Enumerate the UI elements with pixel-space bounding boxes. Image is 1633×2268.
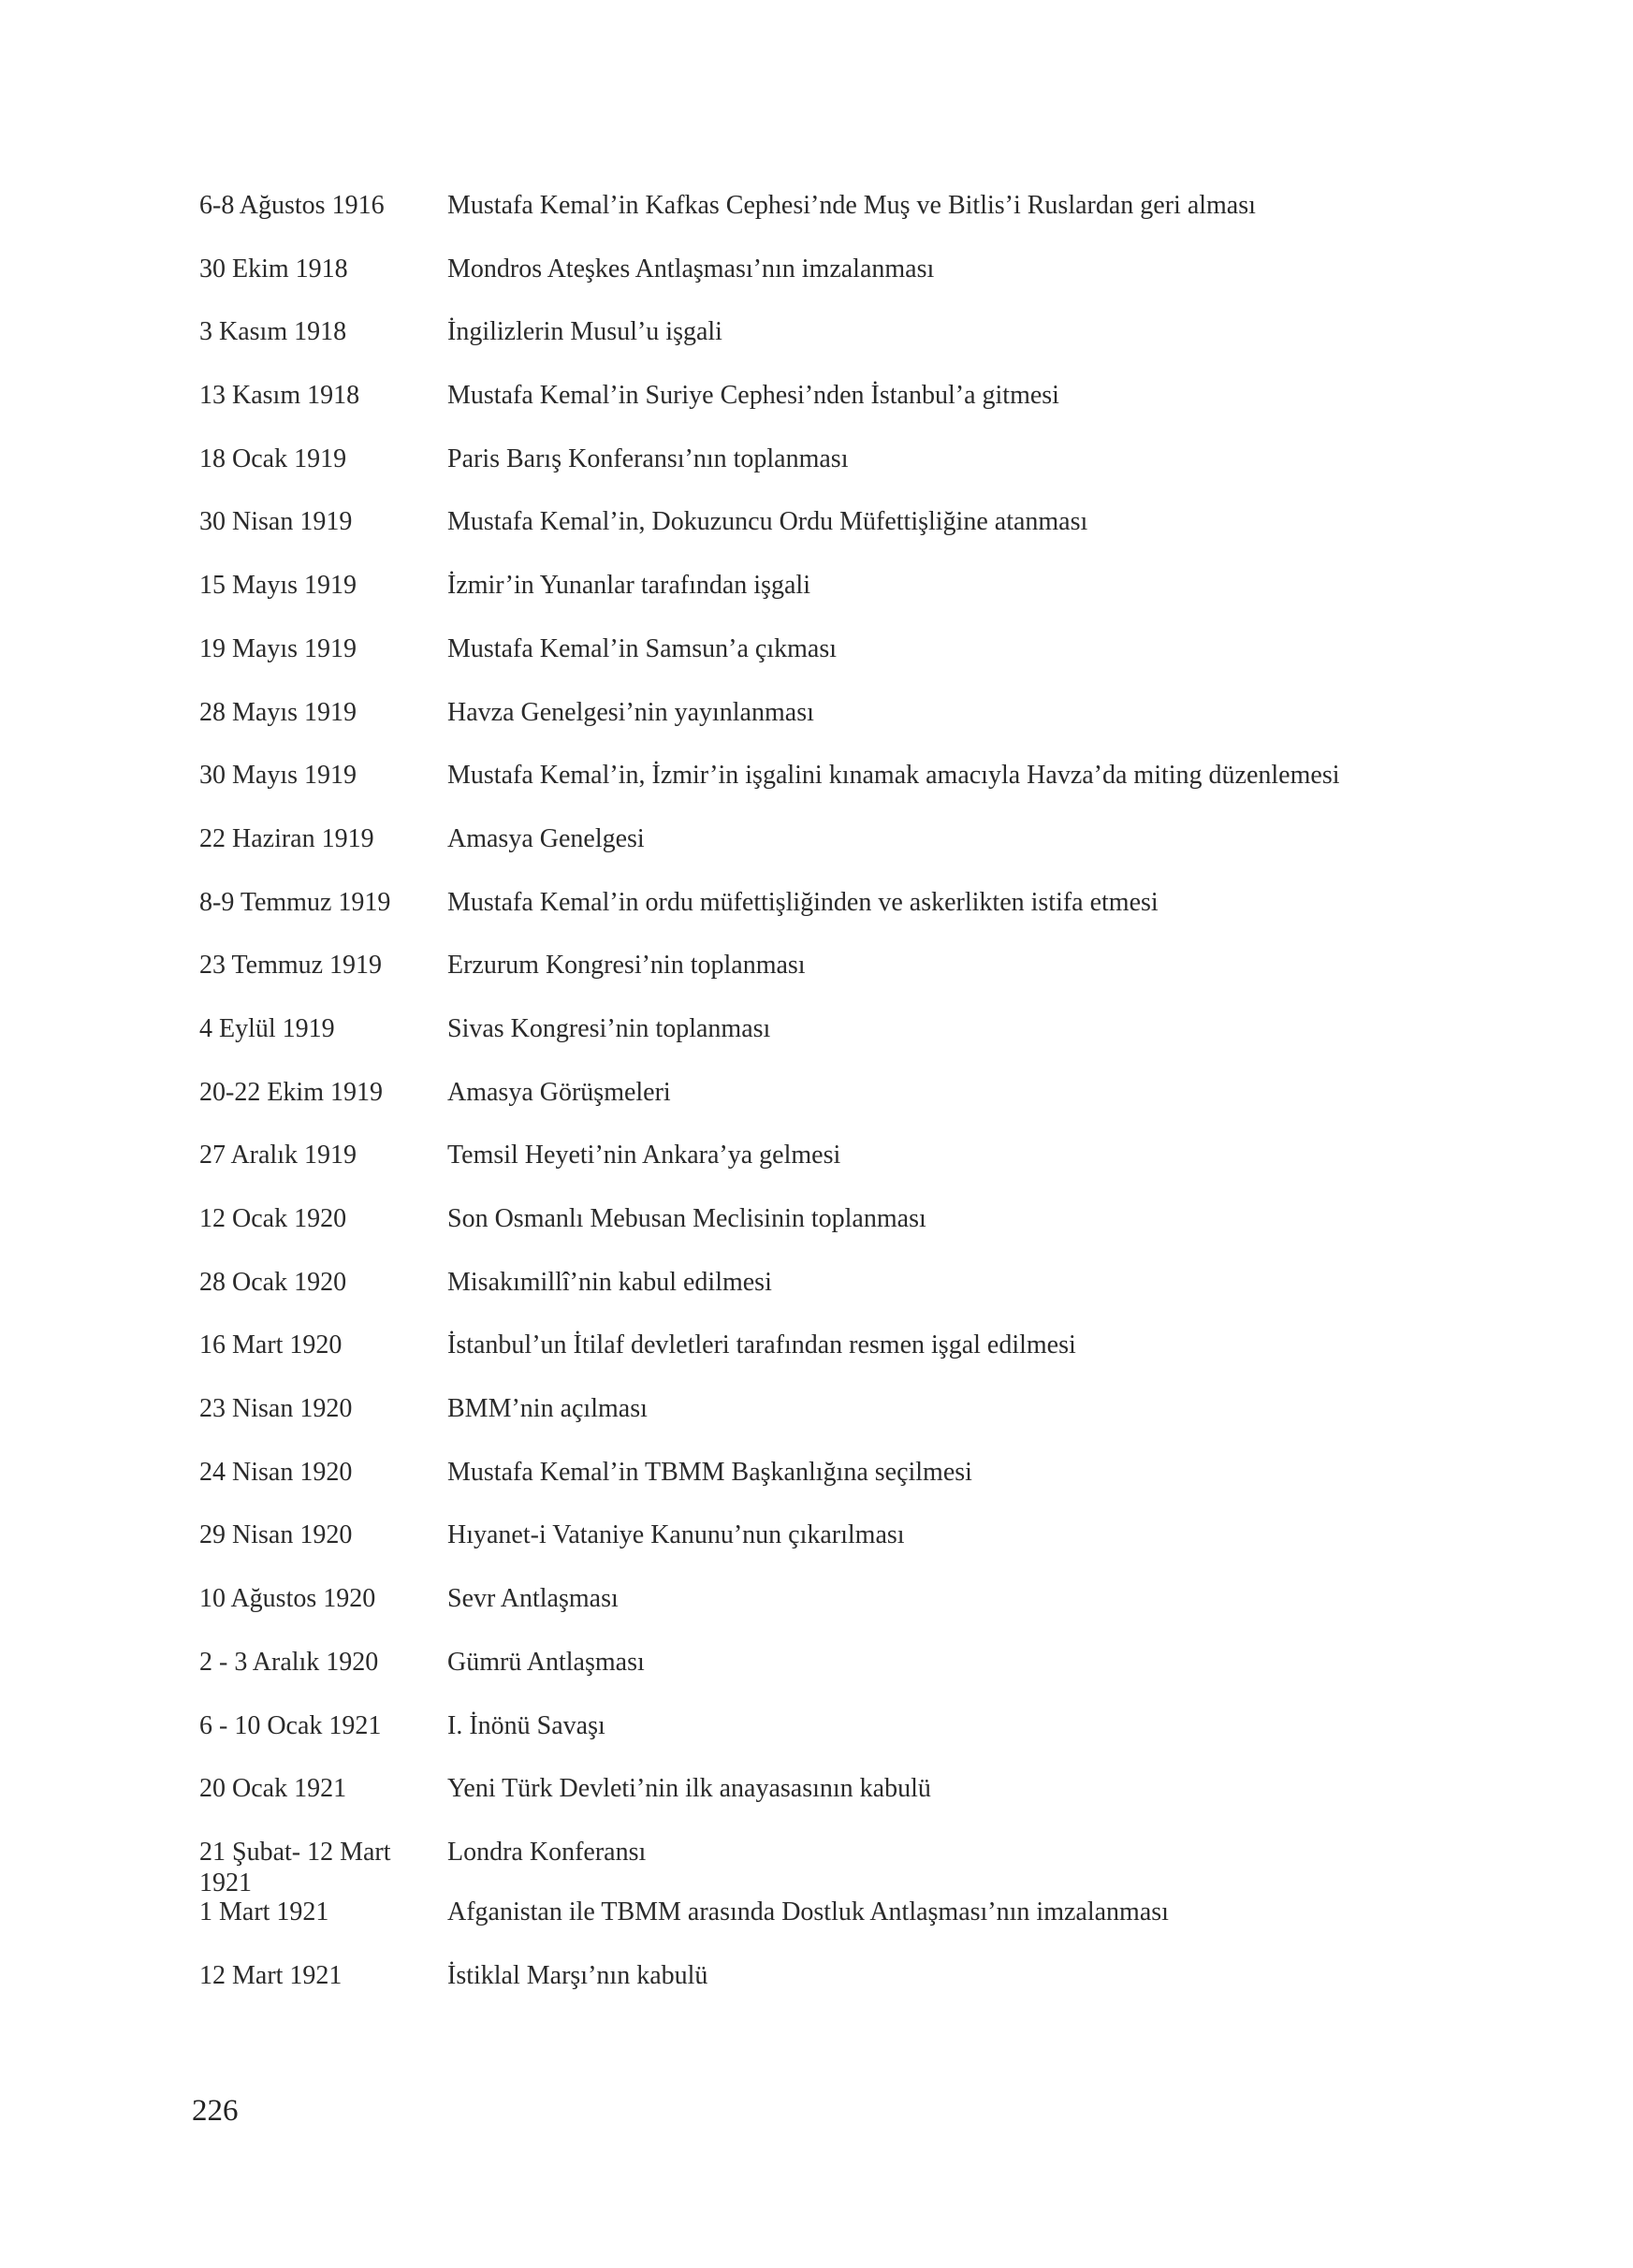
event-date: 1 Mart 1921 xyxy=(199,1897,329,1926)
event-date: 30 Nisan 1919 xyxy=(199,507,353,537)
event-date: 28 Mayıs 1919 xyxy=(199,697,357,727)
event-date: 30 Mayıs 1919 xyxy=(199,761,357,791)
timeline-row xyxy=(199,760,1435,823)
event-date: 29 Nisan 1920 xyxy=(199,1520,353,1550)
event-date: 23 Nisan 1920 xyxy=(199,1394,353,1424)
timeline-row xyxy=(199,1960,1435,2024)
event-description: İstanbul’un İtilaf devletleri tarafından resmen işgal edilmesi xyxy=(447,1330,1076,1360)
event-date: 3 Kasım 1918 xyxy=(199,317,347,347)
timeline-row xyxy=(199,443,1435,507)
event-date: 6 - 10 Ocak 1921 xyxy=(199,1710,382,1740)
event-date: 23 Temmuz 1919 xyxy=(199,951,383,981)
event-date: 4 Eylül 1919 xyxy=(199,1013,335,1043)
event-description: Mustafa Kemal’in Suriye Cephesi’nden İstanbul’a gitmesi xyxy=(447,381,1059,411)
timeline-row xyxy=(199,1897,1435,1960)
event-description: İngilizlerin Musul’u işgali xyxy=(447,317,722,347)
event-description: Amasya Genelgesi xyxy=(447,823,645,853)
event-description: Paris Barış Konferansı’nın toplanması xyxy=(447,443,849,473)
event-description: I. İnönü Savaşı xyxy=(447,1710,605,1740)
timeline-row xyxy=(199,1203,1435,1267)
timeline-row xyxy=(199,1393,1435,1457)
event-description: Yeni Türk Devleti’nin ilk anayasasının kabulü xyxy=(447,1774,931,1804)
timeline-row xyxy=(199,1140,1435,1203)
event-description: Amasya Görüşmeleri xyxy=(447,1077,671,1107)
event-date: 16 Mart 1920 xyxy=(199,1330,343,1360)
event-description: Sivas Kongresi’nin toplanması xyxy=(447,1013,771,1043)
event-date: 2 - 3 Aralık 1920 xyxy=(199,1647,379,1677)
timeline-row xyxy=(199,1077,1435,1141)
event-date: 24 Nisan 1920 xyxy=(199,1457,353,1487)
timeline-row xyxy=(199,506,1435,570)
timeline-row xyxy=(199,1267,1435,1330)
event-date: 12 Mart 1921 xyxy=(199,1960,343,1990)
event-date: 27 Aralık 1919 xyxy=(199,1141,357,1170)
event-description: Gümrü Antlaşması xyxy=(447,1647,645,1677)
event-date: 19 Mayıs 1919 xyxy=(199,633,357,663)
chronology-list xyxy=(199,190,1435,2023)
timeline-row xyxy=(199,823,1435,887)
event-description: Mustafa Kemal’in, Dokuzuncu Ordu Müfettişliğine atanması xyxy=(447,507,1088,537)
event-date: 6-8 Ağustos 1916 xyxy=(199,191,385,220)
event-date: 21 Şubat- 12 Mart 1921 xyxy=(199,1837,391,1897)
timeline-row xyxy=(199,1013,1435,1077)
event-description: Mustafa Kemal’in, İzmir’in işgalini kınamak amacıyla Havza’da miting düzenlemesi xyxy=(447,761,1340,791)
event-description: Son Osmanlı Mebusan Meclisinin toplanması xyxy=(447,1204,926,1233)
event-description: Mustafa Kemal’in Kafkas Cephesi’nde Muş ve Bitlis’i Ruslardan geri alması xyxy=(447,191,1256,220)
timeline-row xyxy=(199,1647,1435,1710)
timeline-row xyxy=(199,1330,1435,1393)
event-date: 30 Ekim 1918 xyxy=(199,254,348,284)
event-date: 8-9 Temmuz 1919 xyxy=(199,887,391,917)
timeline-row xyxy=(199,1710,1435,1774)
timeline-row xyxy=(199,190,1435,254)
timeline-row xyxy=(199,316,1435,380)
event-date: 20 Ocak 1921 xyxy=(199,1774,347,1804)
event-description: Mustafa Kemal’in Samsun’a çıkması xyxy=(447,633,838,663)
page-number: 226 xyxy=(192,2094,239,2128)
event-description: Mustafa Kemal’in TBMM Başkanlığına seçilmesi xyxy=(447,1457,972,1487)
event-description: Misakımillî’nin kabul edilmesi xyxy=(447,1267,772,1297)
event-date: 20-22 Ekim 1919 xyxy=(199,1077,383,1107)
timeline-row xyxy=(199,1583,1435,1647)
event-date: 15 Mayıs 1919 xyxy=(199,571,357,601)
timeline-row xyxy=(199,1773,1435,1837)
event-date: 22 Haziran 1919 xyxy=(199,823,374,853)
event-description: Hıyanet-i Vataniye Kanunu’nun çıkarılması xyxy=(447,1520,905,1550)
event-description: İzmir’in Yunanlar tarafından işgali xyxy=(447,571,810,601)
timeline-row xyxy=(199,1837,1435,1897)
event-description: Temsil Heyeti’nin Ankara’ya gelmesi xyxy=(447,1141,841,1170)
event-date: 12 Ocak 1920 xyxy=(199,1204,347,1233)
timeline-row xyxy=(199,633,1435,697)
timeline-row xyxy=(199,570,1435,633)
timeline-row xyxy=(199,887,1435,951)
event-date: 28 Ocak 1920 xyxy=(199,1267,347,1297)
timeline-row xyxy=(199,697,1435,761)
event-description: Sevr Antlaşması xyxy=(447,1584,619,1614)
event-date: 10 Ağustos 1920 xyxy=(199,1584,376,1614)
timeline-row xyxy=(199,254,1435,317)
event-description: Londra Konferansı xyxy=(447,1837,647,1867)
event-description: Afganistan ile TBMM arasında Dostluk Antlaşması’nın imzalanması xyxy=(447,1897,1169,1926)
event-description: Mustafa Kemal’in ordu müfettişliğinden ve askerlikten istifa etmesi xyxy=(447,887,1159,917)
event-description: Erzurum Kongresi’nin toplanması xyxy=(447,951,806,981)
event-date: 18 Ocak 1919 xyxy=(199,443,347,473)
timeline-row xyxy=(199,1457,1435,1520)
event-description: Mondros Ateşkes Antlaşması’nın imzalanması xyxy=(447,254,935,284)
event-description: Havza Genelgesi’nin yayınlanması xyxy=(447,697,814,727)
event-description: BMM’nin açılması xyxy=(447,1394,648,1424)
timeline-row xyxy=(199,380,1435,443)
timeline-row xyxy=(199,1519,1435,1583)
timeline-row xyxy=(199,950,1435,1013)
event-date: 13 Kasım 1918 xyxy=(199,381,360,411)
event-description: İstiklal Marşı’nın kabulü xyxy=(447,1960,708,1990)
